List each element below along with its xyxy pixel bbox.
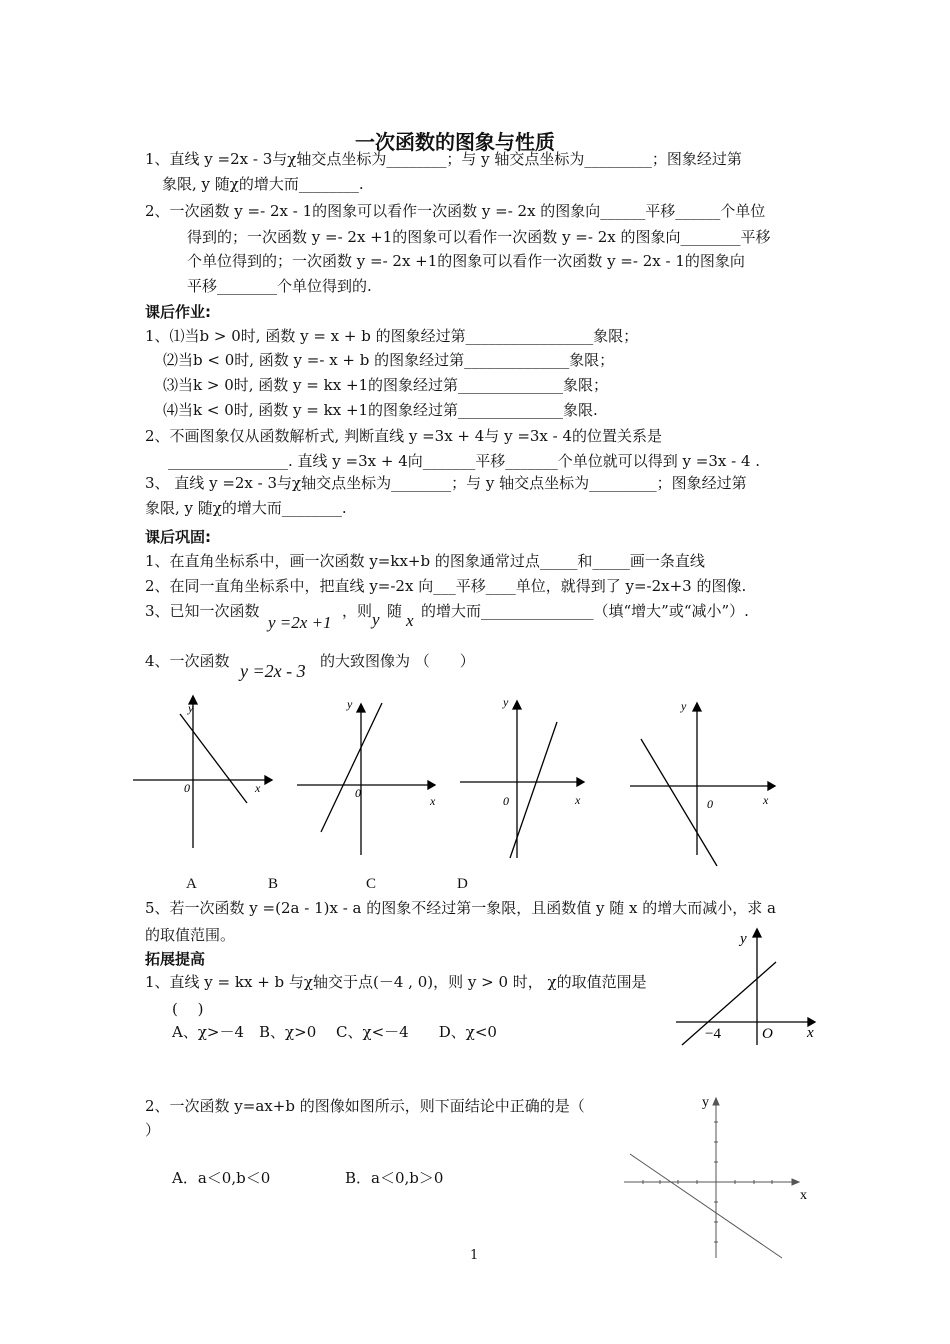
ext-q2-graph-xlabel: x — [800, 1188, 807, 1203]
graph-c — [460, 701, 584, 858]
q1-line2: 象限, y 随χ的增大而________. — [162, 175, 364, 193]
graph-a — [133, 696, 272, 848]
cons-q3-x: x — [406, 611, 414, 630]
cons-q5-line2: 的取值范围。 — [145, 926, 236, 944]
ext-q2-line1: 2、一次函数 y=ax+b 的图像如图所示，则下面结论中正确的是（ — [145, 1097, 585, 1115]
cons-q3-sui: 随 — [387, 602, 403, 620]
ext-q1-graph-origin: O — [762, 1026, 773, 1042]
hw-q1-part1: 1、⑴当b > 0时, 函数 y = x + b 的图象经过第_________________象限； — [145, 327, 639, 345]
ext-q1-graph-xlabel: x — [807, 1025, 814, 1041]
hw-q3-line1: 3、 直线 y =2x - 3与χ轴交点坐标为________；与 y 轴交点坐标为_________；图象经过第 — [145, 474, 747, 492]
option-b-label: B — [268, 876, 279, 892]
q2-line2: 得到的；一次函数 y =- 2x +1的图象可以看作一次函数 y =- 2x 的图象向________平移 — [187, 228, 771, 246]
ext-q2-option-a: A．a＜0,b＜0 — [172, 1169, 271, 1187]
graph-d-origin: 0 — [707, 797, 713, 811]
graph-a-ylabel: y — [188, 701, 194, 715]
hw-q1-part2: ⑵当b < 0时, 函数 y =- x + b 的图象经过第______________象限； — [163, 351, 615, 369]
ext-q1-options: A、χ>－4 B、χ>0 C、χ<－4 D、χ<0 — [172, 1023, 497, 1041]
page-title: 一次函数的图象与性质 — [355, 130, 555, 154]
hw-q2-line2: ________________. 直线 y =3x + 4向_______平移_______个单位就可以得到 y =3x - 4 . — [168, 452, 761, 470]
graph-b-ylabel: y — [347, 697, 353, 711]
graph-b-line — [321, 703, 382, 832]
graph-a-line — [180, 714, 247, 803]
hw-q3-line2: 象限, y 随χ的增大而________. — [145, 499, 347, 517]
cons-q3-formula: y =2x +1 — [268, 613, 332, 632]
ext-q2-graph — [620, 1088, 820, 1263]
cons-q2: 2、在同一直角坐标系中，把直线 y=-2x 向___平移____单位，就得到了 y=-2x+3 的图像. — [145, 577, 747, 595]
graph-a-xlabel: x — [255, 781, 261, 795]
graph-d — [630, 703, 775, 866]
q2-line3: 个单位得到的；一次函数 y =- 2x +1的图象可以看作一次函数 y =- 2x - 1的图象向 — [187, 252, 745, 270]
option-c-label: C — [366, 876, 377, 892]
ext-q2-line2: ） — [145, 1121, 161, 1139]
cons-q5-line1: 5、若一次函数 y =(2a - 1)x - a 的图象不经过第一象限，且函数值 y 随 x 的增大而减小，求 a — [145, 899, 776, 917]
q4-graph-options — [125, 690, 815, 875]
graph-d-ylabel: y — [681, 699, 687, 713]
q1-line1: 1、直线 y =2x - 3与χ轴交点坐标为________；与 y 轴交点坐标为_________；图象经过第 — [145, 150, 742, 168]
page-number: 1 — [470, 1248, 479, 1263]
ext-q1-line2: ( ) — [172, 1000, 204, 1018]
hw-q1-part3: ⑶当k > 0时, 函数 y = kx +1的图象经过第______________象限； — [163, 376, 609, 394]
option-d-label: D — [457, 876, 468, 892]
ext-q1-graph-neg4: −4 — [705, 1026, 721, 1042]
graph-c-ylabel: y — [503, 695, 509, 709]
extension-heading: 拓展提高 — [145, 950, 206, 968]
graph-c-xlabel: x — [575, 793, 581, 807]
graph-a-origin: 0 — [184, 781, 190, 795]
ext-q2-graph-line — [630, 1154, 782, 1258]
ext-q1-graph-ylabel: y — [740, 931, 747, 947]
q2-line1: 2、一次函数 y =- 2x - 1的图象可以看作一次函数 y =- 2x 的图象向______平移______个单位 — [145, 202, 766, 220]
cons-q4-formula: y =2x - 3 — [240, 661, 306, 681]
hw-q2-line1: 2、不画图象仅从函数解析式, 判断直线 y =3x + 4与 y =3x - 4的位置关系是 — [145, 427, 663, 445]
cons-q4-prefix: 4、一次函数 — [145, 652, 230, 670]
hw-q1-part4: ⑷当k < 0时, 函数 y = kx +1的图象经过第______________象限. — [163, 401, 598, 419]
graph-b-xlabel: x — [430, 794, 436, 808]
ext-q1-line1: 1、直线 y = kx + b 与χ轴交于点(－4 , 0)，则 y > 0 时， χ的取值范围是 — [145, 973, 647, 991]
q2-line4: 平移________个单位得到的. — [187, 277, 372, 295]
cons-q1: 1、在直角坐标系中，画一次函数 y=kx+b 的图象通常过点_____和_____画一条直线 — [145, 552, 705, 570]
graph-b-origin: 0 — [355, 786, 361, 800]
graph-b — [297, 703, 435, 855]
graph-d-xlabel: x — [763, 793, 769, 807]
cons-q4-suffix: 的大致图像为 （ ） — [320, 652, 475, 670]
cons-q3-y: y — [372, 610, 380, 629]
graph-d-line — [641, 739, 717, 866]
consolidation-heading: 课后巩固: — [145, 528, 211, 546]
cons-q3-suffix: 的增大而_______________（填“增大”或“减小”）. — [421, 602, 749, 620]
cons-q3-mid: ，则 — [342, 602, 373, 620]
cons-q3-prefix: 3、已知一次函数 — [145, 602, 260, 620]
ext-q2-option-b: B．a＜0,b＞0 — [345, 1169, 444, 1187]
ext-q2-graph-ylabel: y — [702, 1095, 709, 1110]
homework-heading: 课后作业: — [145, 303, 211, 321]
option-a-label: A — [186, 876, 197, 892]
graph-c-origin: 0 — [503, 794, 509, 808]
ext-q1-graph — [672, 925, 822, 1050]
